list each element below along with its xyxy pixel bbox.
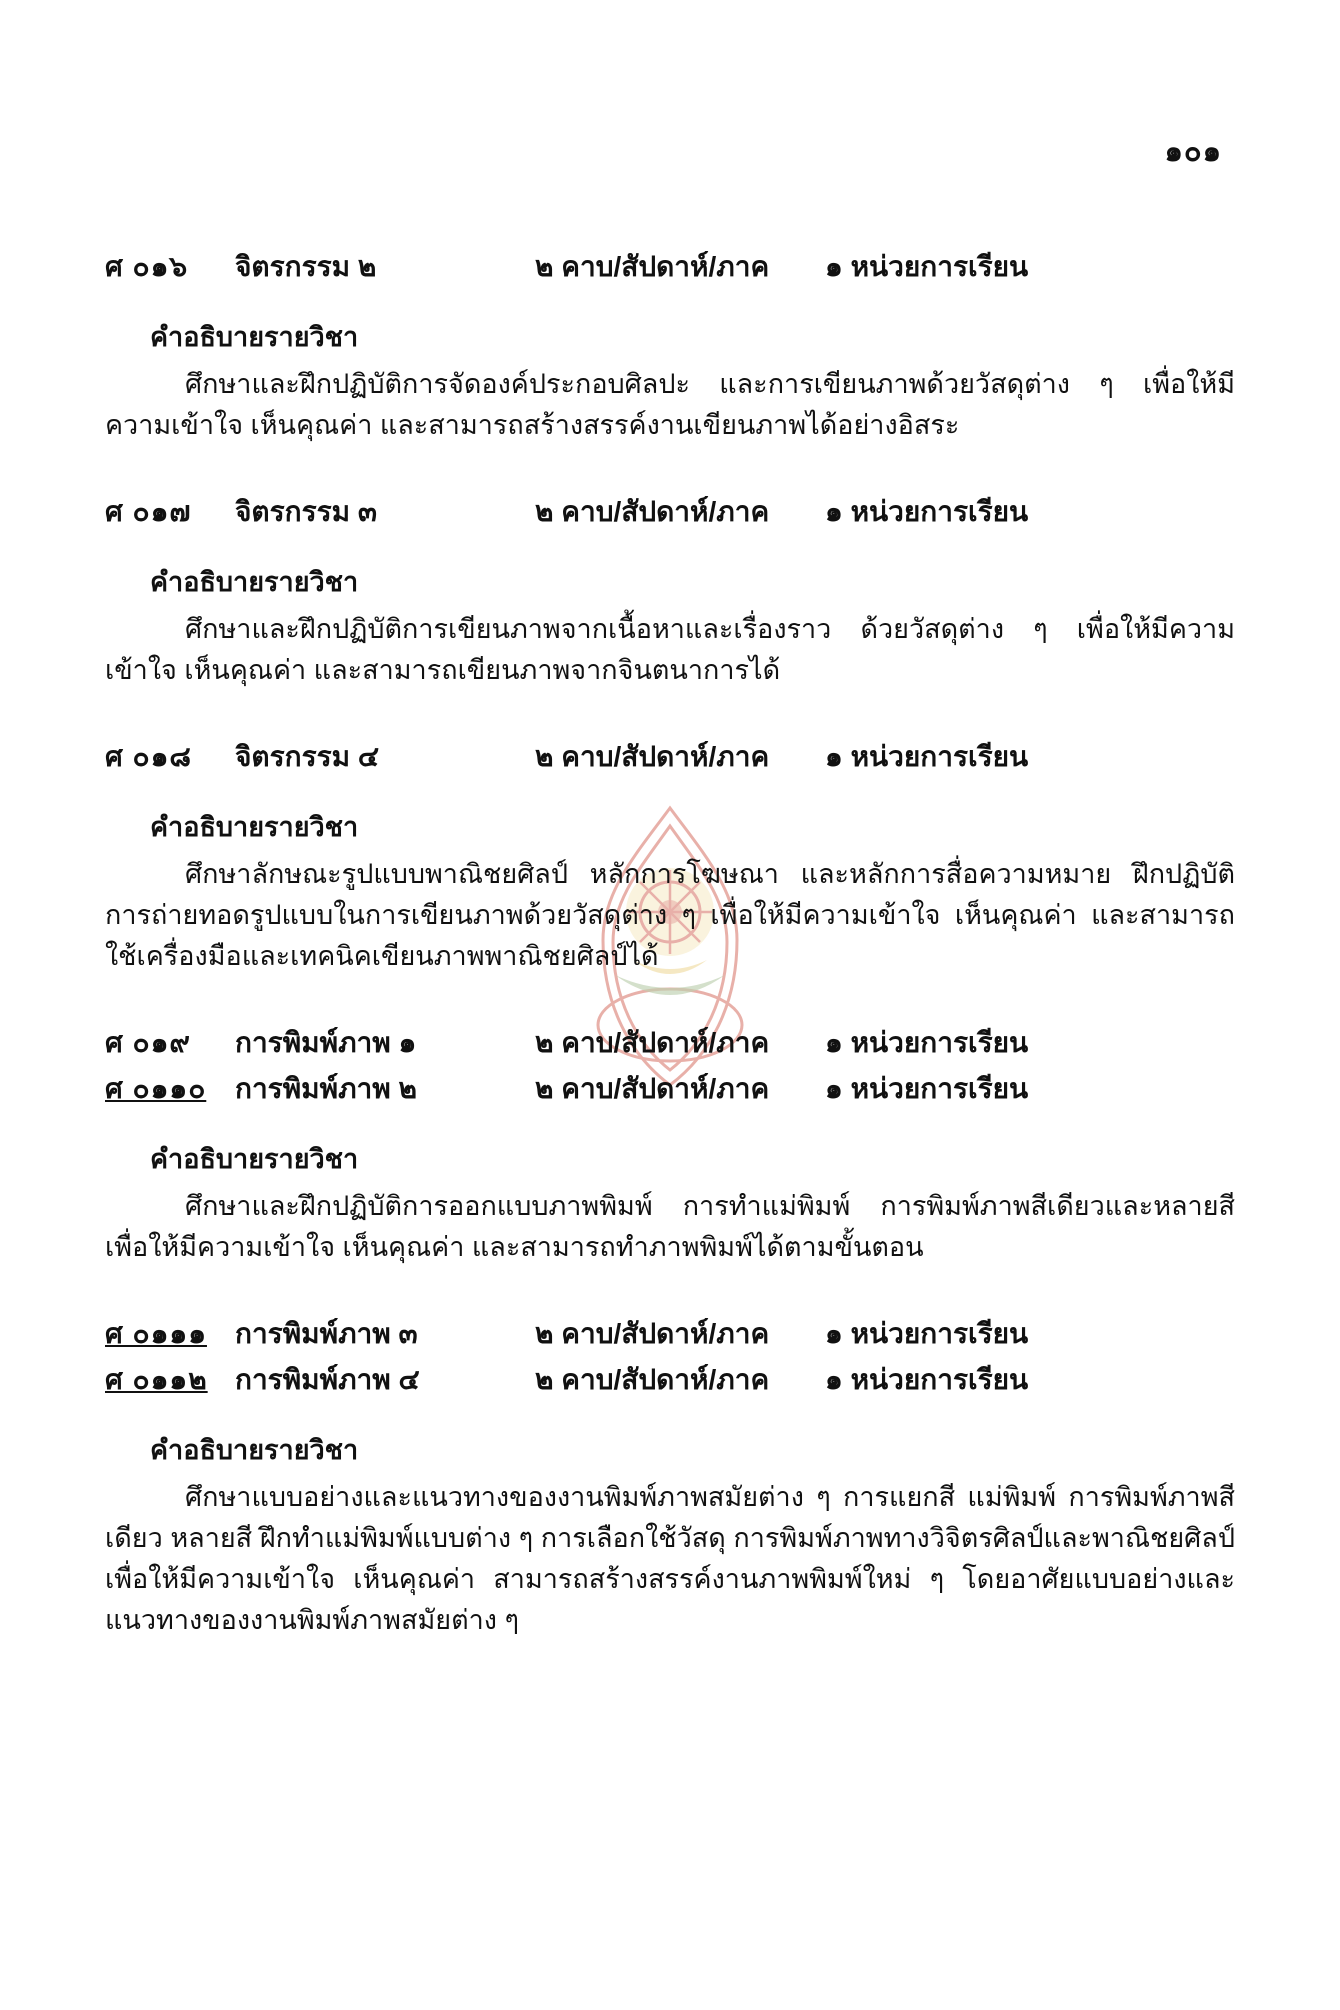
course-title: การพิมพ์ภาพ ๑ — [235, 1027, 417, 1059]
course-credit-unit: หน่วยการเรียน — [850, 496, 1029, 528]
course-title: การพิมพ์ภาพ ๔ — [235, 1364, 420, 1396]
course-periods-unit: คาบ/สัปดาห์/ภาค — [561, 741, 770, 773]
course-title: การพิมพ์ภาพ ๒ — [235, 1073, 417, 1105]
course-periods — [535, 735, 825, 779]
course-periods-value: ๒ — [535, 1027, 554, 1059]
course-block — [105, 735, 1235, 977]
course-header-row — [105, 735, 1235, 779]
course-code: ศ ๐๑๑๑ — [105, 1318, 207, 1350]
course-periods — [535, 245, 825, 289]
course-description-list — [105, 245, 1235, 1685]
course-periods-value: ๒ — [535, 1073, 554, 1105]
course-periods-value: ๒ — [535, 741, 554, 773]
description-heading: คำอธิบายรายวิชา — [150, 322, 359, 352]
course-periods-unit: คาบ/สัปดาห์/ภาค — [561, 251, 770, 282]
description-paragraph — [105, 1477, 1235, 1641]
description-heading: คำอธิบายรายวิชา — [150, 1435, 359, 1466]
course-credit-value: ๑ — [825, 1027, 843, 1059]
course-periods — [535, 1067, 825, 1111]
course-credit-unit: หน่วยการเรียน — [850, 1364, 1029, 1396]
course-header-row — [105, 1358, 1235, 1402]
course-credit — [825, 1312, 1028, 1356]
description-text: ศึกษาและฝึกปฏิบัติการจัดองค์ประกอบศิลปะ และการเขียนภาพด้วยวัสดุต่าง ๆ เพื่อให้มีความเข้าใจ เห็นคุณค่า และสามารถสร้างสรรค์งานเขียนภาพได้อย่างอิสระ — [105, 369, 1235, 441]
course-periods-unit: คาบ/สัปดาห์/ภาค — [561, 1364, 770, 1396]
course-credit-value: ๑ — [825, 251, 843, 282]
course-title: จิตรกรรม ๔ — [235, 741, 380, 773]
course-credit — [825, 1067, 1028, 1111]
course-block — [105, 1312, 1235, 1641]
course-code: ศ ๐๑๙ — [105, 1027, 191, 1059]
course-credit-value: ๑ — [825, 741, 843, 773]
course-credit — [825, 490, 1028, 534]
course-credit — [825, 1021, 1028, 1065]
description-paragraph — [105, 364, 1235, 446]
course-credit-unit: หน่วยการเรียน — [850, 1318, 1029, 1350]
course-credit-unit: หน่วยการเรียน — [850, 741, 1029, 773]
course-periods-value: ๒ — [535, 251, 554, 282]
description-heading: คำอธิบายรายวิชา — [150, 812, 359, 843]
course-credit-value: ๑ — [825, 1318, 843, 1350]
description-text: ศึกษาและฝึกปฏิบัติการเขียนภาพจากเนื้อหาและเรื่องราว ด้วยวัสดุต่าง ๆ เพื่อให้มีความเข้าใจ เห็นคุณค่า และสามารถเขียนภาพจากจินตนาการได้ — [105, 614, 1235, 686]
course-periods-unit: คาบ/สัปดาห์/ภาค — [561, 1027, 770, 1059]
course-title: จิตรกรรม ๒ — [235, 251, 377, 282]
course-periods-unit: คาบ/สัปดาห์/ภาค — [561, 1318, 770, 1350]
course-periods-value: ๒ — [535, 496, 554, 528]
course-title: จิตรกรรม ๓ — [235, 496, 378, 528]
description-heading: คำอธิบายรายวิชา — [150, 567, 359, 598]
course-credit-unit: หน่วยการเรียน — [850, 251, 1029, 282]
page-number: ๑๐๑ — [1164, 136, 1222, 168]
course-code: ศ ๐๑๑๒ — [105, 1364, 208, 1396]
course-credit-unit: หน่วยการเรียน — [850, 1027, 1029, 1059]
course-header-row — [105, 1067, 1235, 1111]
description-paragraph — [105, 854, 1235, 977]
description-text: ศึกษาแบบอย่างและแนวทางของงานพิมพ์ภาพสมัยต่าง ๆ การแยกสี แม่พิมพ์ การพิมพ์ภาพสีเดียว หลายสี ฝึกทำแม่พิมพ์แบบต่าง ๆ การเลือกใช้วัสดุ การพิมพ์ภาพทางวิจิตรศิลป์และพาณิชยศิลป์ เพื่อให้มีความเข้าใจ เห็นคุณค่า สามารถสร้างสรรค์งานภาพพิมพ์ใหม่ ๆ โดยอาศัยแบบอย่างและแนวทางของงานพิมพ์ภาพสมัยต่าง ๆ — [105, 1482, 1235, 1636]
course-credit-value: ๑ — [825, 1073, 843, 1105]
course-credit — [825, 1358, 1028, 1402]
description-text: ศึกษาลักษณะรูปแบบพาณิชยศิลป์ หลักการโฆษณา และหลักการสื่อความหมาย ฝึกปฏิบัติการถ่ายทอดรูปแบบในการเขียนภาพด้วยวัสดุต่าง ๆ เพื่อให้มีความเข้าใจ เห็นคุณค่า และสามารถใช้เครื่องมือและเทคนิคเขียนภาพพาณิชยศิลป์ได้ — [105, 859, 1235, 972]
description-paragraph — [105, 1186, 1235, 1268]
course-header-row — [105, 245, 1235, 289]
course-code: ศ ๐๑๑๐ — [105, 1073, 207, 1105]
course-periods — [535, 1312, 825, 1356]
course-periods-value: ๒ — [535, 1318, 554, 1350]
course-credit-value: ๑ — [825, 1364, 843, 1396]
course-periods-unit: คาบ/สัปดาห์/ภาค — [561, 1073, 770, 1105]
course-credit-unit: หน่วยการเรียน — [850, 1073, 1029, 1105]
course-header-row — [105, 1021, 1235, 1065]
course-code: ศ ๐๑๖ — [105, 251, 189, 282]
course-block — [105, 490, 1235, 691]
course-credit — [825, 245, 1028, 289]
course-periods-value: ๒ — [535, 1364, 554, 1396]
course-periods — [535, 1358, 825, 1402]
course-header-row — [105, 1312, 1235, 1356]
course-header-row — [105, 490, 1235, 534]
description-paragraph — [105, 609, 1235, 691]
course-credit — [825, 735, 1028, 779]
course-code: ศ ๐๑๘ — [105, 741, 193, 773]
course-credit-value: ๑ — [825, 496, 843, 528]
course-periods-unit: คาบ/สัปดาห์/ภาค — [561, 496, 770, 528]
course-periods — [535, 1021, 825, 1065]
course-block — [105, 1021, 1235, 1268]
course-block — [105, 245, 1235, 446]
description-heading: คำอธิบายรายวิชา — [150, 1144, 359, 1175]
description-text: ศึกษาและฝึกปฏิบัติการออกแบบภาพพิมพ์ การทำแม่พิมพ์ การพิมพ์ภาพสีเดียวและหลายสี เพื่อให้มีความเข้าใจ เห็นคุณค่า และสามารถทำภาพพิมพ์ได้ตามขั้นตอน — [105, 1191, 1235, 1263]
course-title: การพิมพ์ภาพ ๓ — [235, 1318, 418, 1350]
course-periods — [535, 490, 825, 534]
course-code: ศ ๐๑๗ — [105, 496, 192, 528]
